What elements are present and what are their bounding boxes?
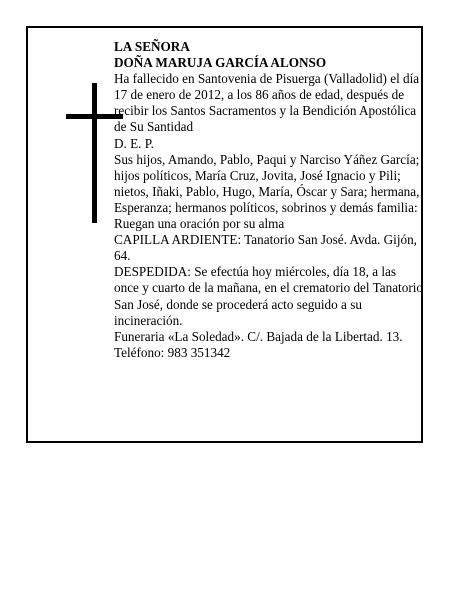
notice-text (114, 39, 424, 361)
death-announcement: Ha fallecido en Santovenia de Pisuerga (Valladolid) el día 17 de enero de 2012, a los 86 años de edad, después de recibir los Santos Sacramentos y la Bendición Apostólica de Su Santidad (114, 71, 420, 135)
farewell-info: DESPEDIDA: Se efectúa hoy miércoles, día 18, a las once y cuarto de la mañana, en el crematorio del Tanatorio San José, donde se procederá acto seguido a su incineración. (114, 264, 423, 328)
family-list: Sus hijos, Amando, Pablo, Paqui y Narciso Yáñez García; hijos políticos, María Cruz, Jovita, José Ignacio y Pili; nietos, Iñaki, Pablo, Hugo, María, Óscar y Sara; hermana, Esperanza; hermanos políticos, sobrinos y demás familia: (114, 151, 420, 215)
chapel-info: CAPILLA ARDIENTE: Tanatorio San José. Avda. Gijón, 64. (114, 232, 417, 264)
dep-line: D. E. P. (114, 135, 154, 151)
funeral-home-info: Funeraria «La Soledad». C/. Bajada de la Libertad. 13. Teléfono: 983 351342 (114, 328, 403, 360)
prayer-request: Ruegan una oración por su alma (114, 216, 285, 232)
deceased-name: DOÑA MARUJA GARCÍA ALONSO (114, 55, 327, 71)
cross-vertical-bar (92, 83, 97, 223)
title-line-1: LA SEÑORA (114, 39, 190, 54)
